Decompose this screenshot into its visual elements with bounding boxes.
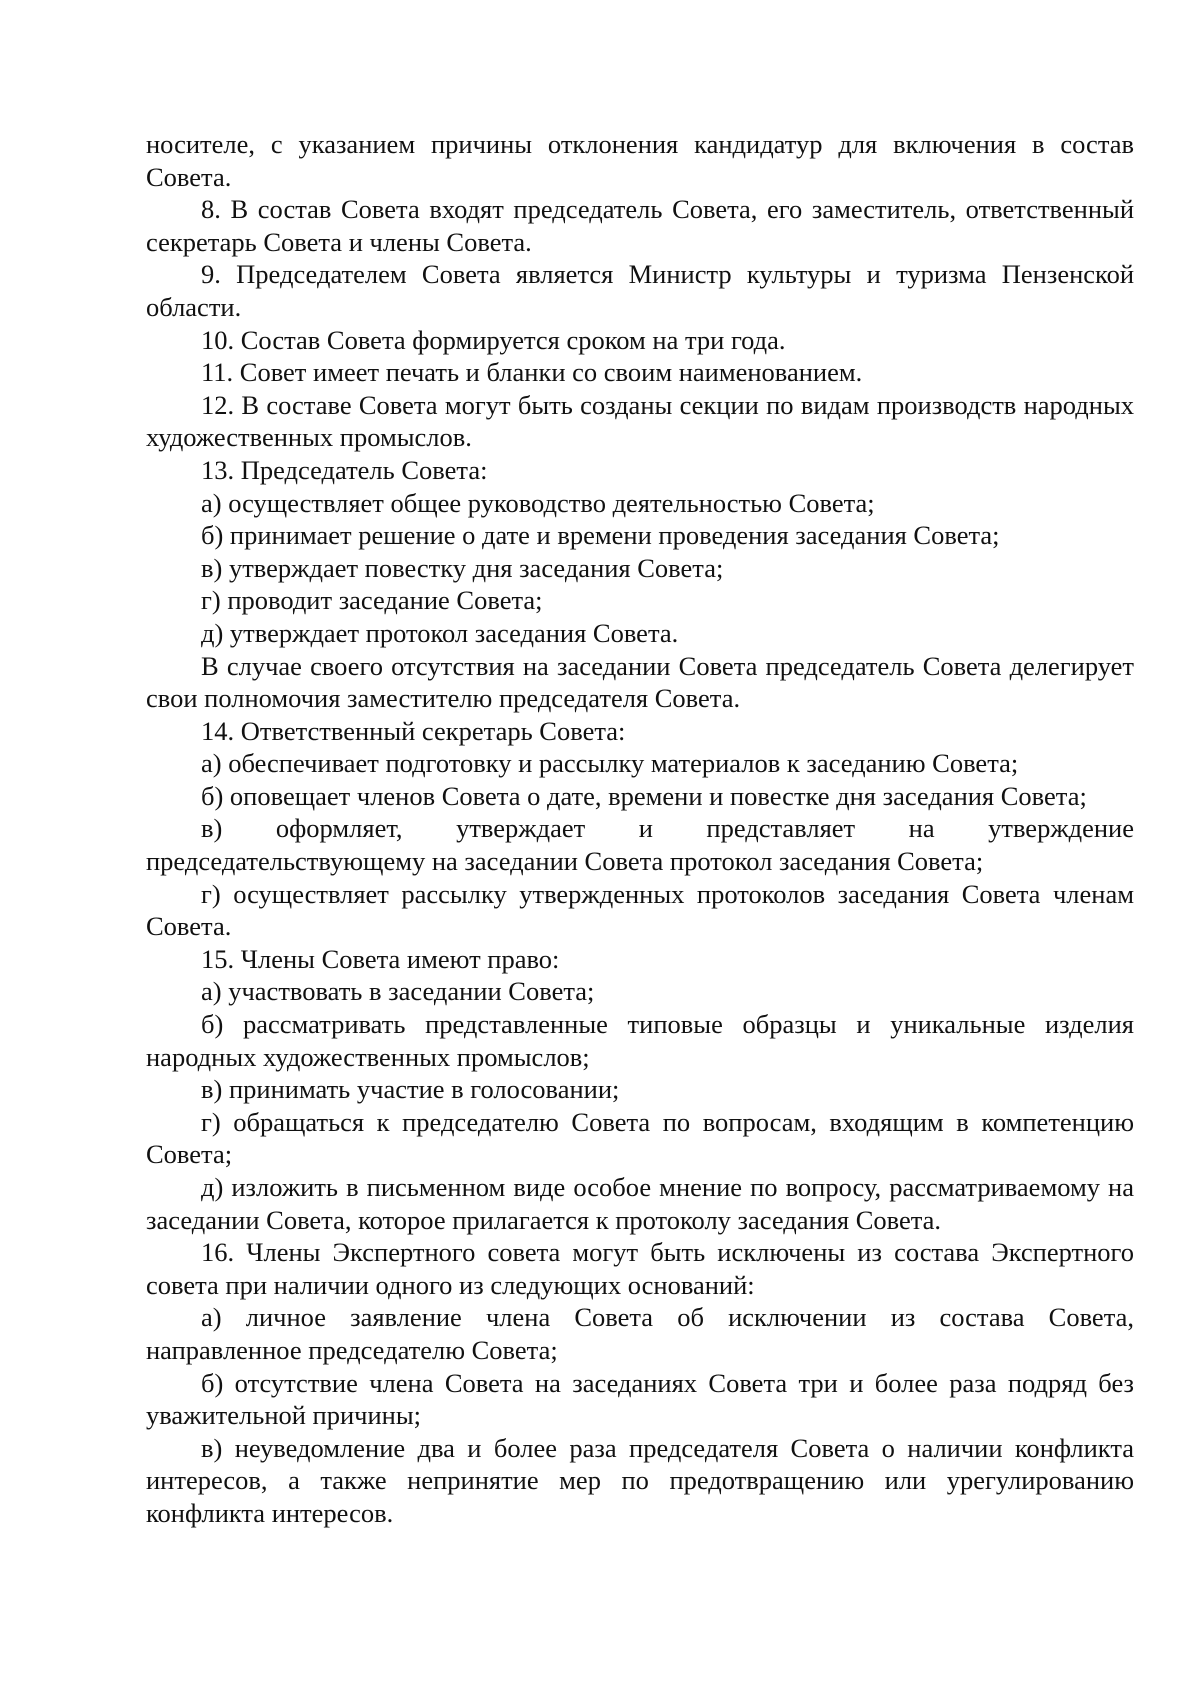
paragraph-item-16: 16. Члены Экспертного совета могут быть исключены из состава Экспертного совета при наличии одного из следующих оснований:: [146, 1237, 1134, 1300]
paragraph-item-13b: б) принимает решение о дате и времени проведения заседания Совета;: [201, 520, 1000, 551]
paragraph-item-16b: б) отсутствие члена Совета на заседаниях Совета три и более раза подряд без уважительной причины;: [146, 1367, 1134, 1431]
paragraph-item-13g: г) проводит заседание Совета;: [201, 585, 543, 616]
paragraph-item-15v: в) принимать участие в голосовании;: [201, 1074, 620, 1105]
paragraph-item-8: 8. В состав Совета входят председатель Совета, его заместитель, ответственный секретарь Совета и члены Совета.: [146, 194, 1134, 257]
paragraph-item-10: 10. Состав Совета формируется сроком на три года.: [201, 324, 786, 355]
paragraph-item-15d: д) изложить в письменном виде особое мнение по вопросу, рассматриваемому на заседании Совета, которое прилагается к протоколу заседания Совета.: [146, 1172, 1134, 1235]
paragraph-item-15g: г) обращаться к председателю Совета по вопросам, входящим в компетенцию Совета;: [146, 1106, 1134, 1170]
paragraph-continuation: носителе, с указанием причины отклонения кандидатур для включения в состав Совета.: [146, 129, 1134, 192]
paragraph-item-13: 13. Председатель Совета:: [201, 454, 488, 485]
paragraph-item-16v: в) неуведомление два и более раза председателя Совета о наличии конфликта интересов, а также непринятие мер по предотвращению или урегулированию конфликта интересов.: [146, 1432, 1134, 1528]
paragraph-item-16a: а) личное заявление члена Совета об исключении из состава Совета, направленное председателю Совета;: [146, 1302, 1134, 1365]
paragraph-item-15b: б) рассматривать представленные типовые образцы и уникальные изделия народных художественных промыслов;: [146, 1009, 1134, 1072]
paragraph-item-14: 14. Ответственный секретарь Совета:: [201, 715, 626, 746]
paragraph-item-12: 12. В составе Совета могут быть созданы секции по видам производств народных художественных промыслов.: [146, 389, 1134, 453]
paragraph-item-14a: а) обеспечивает подготовку и рассылку материалов к заседанию Совета;: [201, 748, 1019, 779]
paragraph-item-14v: в) оформляет, утверждает и представляет на утверждение председательствующему на заседании Совета протокол заседания Совета;: [146, 813, 1134, 877]
paragraph-item-13d: д) утверждает протокол заседания Совета.: [201, 617, 679, 648]
document-page: [146, 128, 1134, 1530]
paragraph-item-11: 11. Совет имеет печать и бланки со своим наименованием.: [201, 357, 863, 388]
paragraph-item-13v: в) утверждает повестку дня заседания Совета;: [201, 552, 724, 583]
paragraph-item-14g: г) осуществляет рассылку утвержденных протоколов заседания Совета членам Совета.: [146, 878, 1134, 942]
paragraph-absence-delegation: В случае своего отсутствия на заседании Совета председатель Совета делегирует свои полномочия заместителю председателя Совета.: [146, 650, 1134, 714]
paragraph-item-13a: а) осуществляет общее руководство деятельностью Совета;: [201, 487, 875, 518]
paragraph-item-9: 9. Председателем Совета является Министр культуры и туризма Пензенской области.: [146, 259, 1134, 322]
paragraph-item-14b: б) оповещает членов Совета о дате, времени и повестке дня заседания Совета;: [201, 780, 1087, 811]
paragraph-item-15a: а) участвовать в заседании Совета;: [201, 976, 595, 1007]
paragraph-item-15: 15. Члены Совета имеют право:: [201, 943, 560, 974]
